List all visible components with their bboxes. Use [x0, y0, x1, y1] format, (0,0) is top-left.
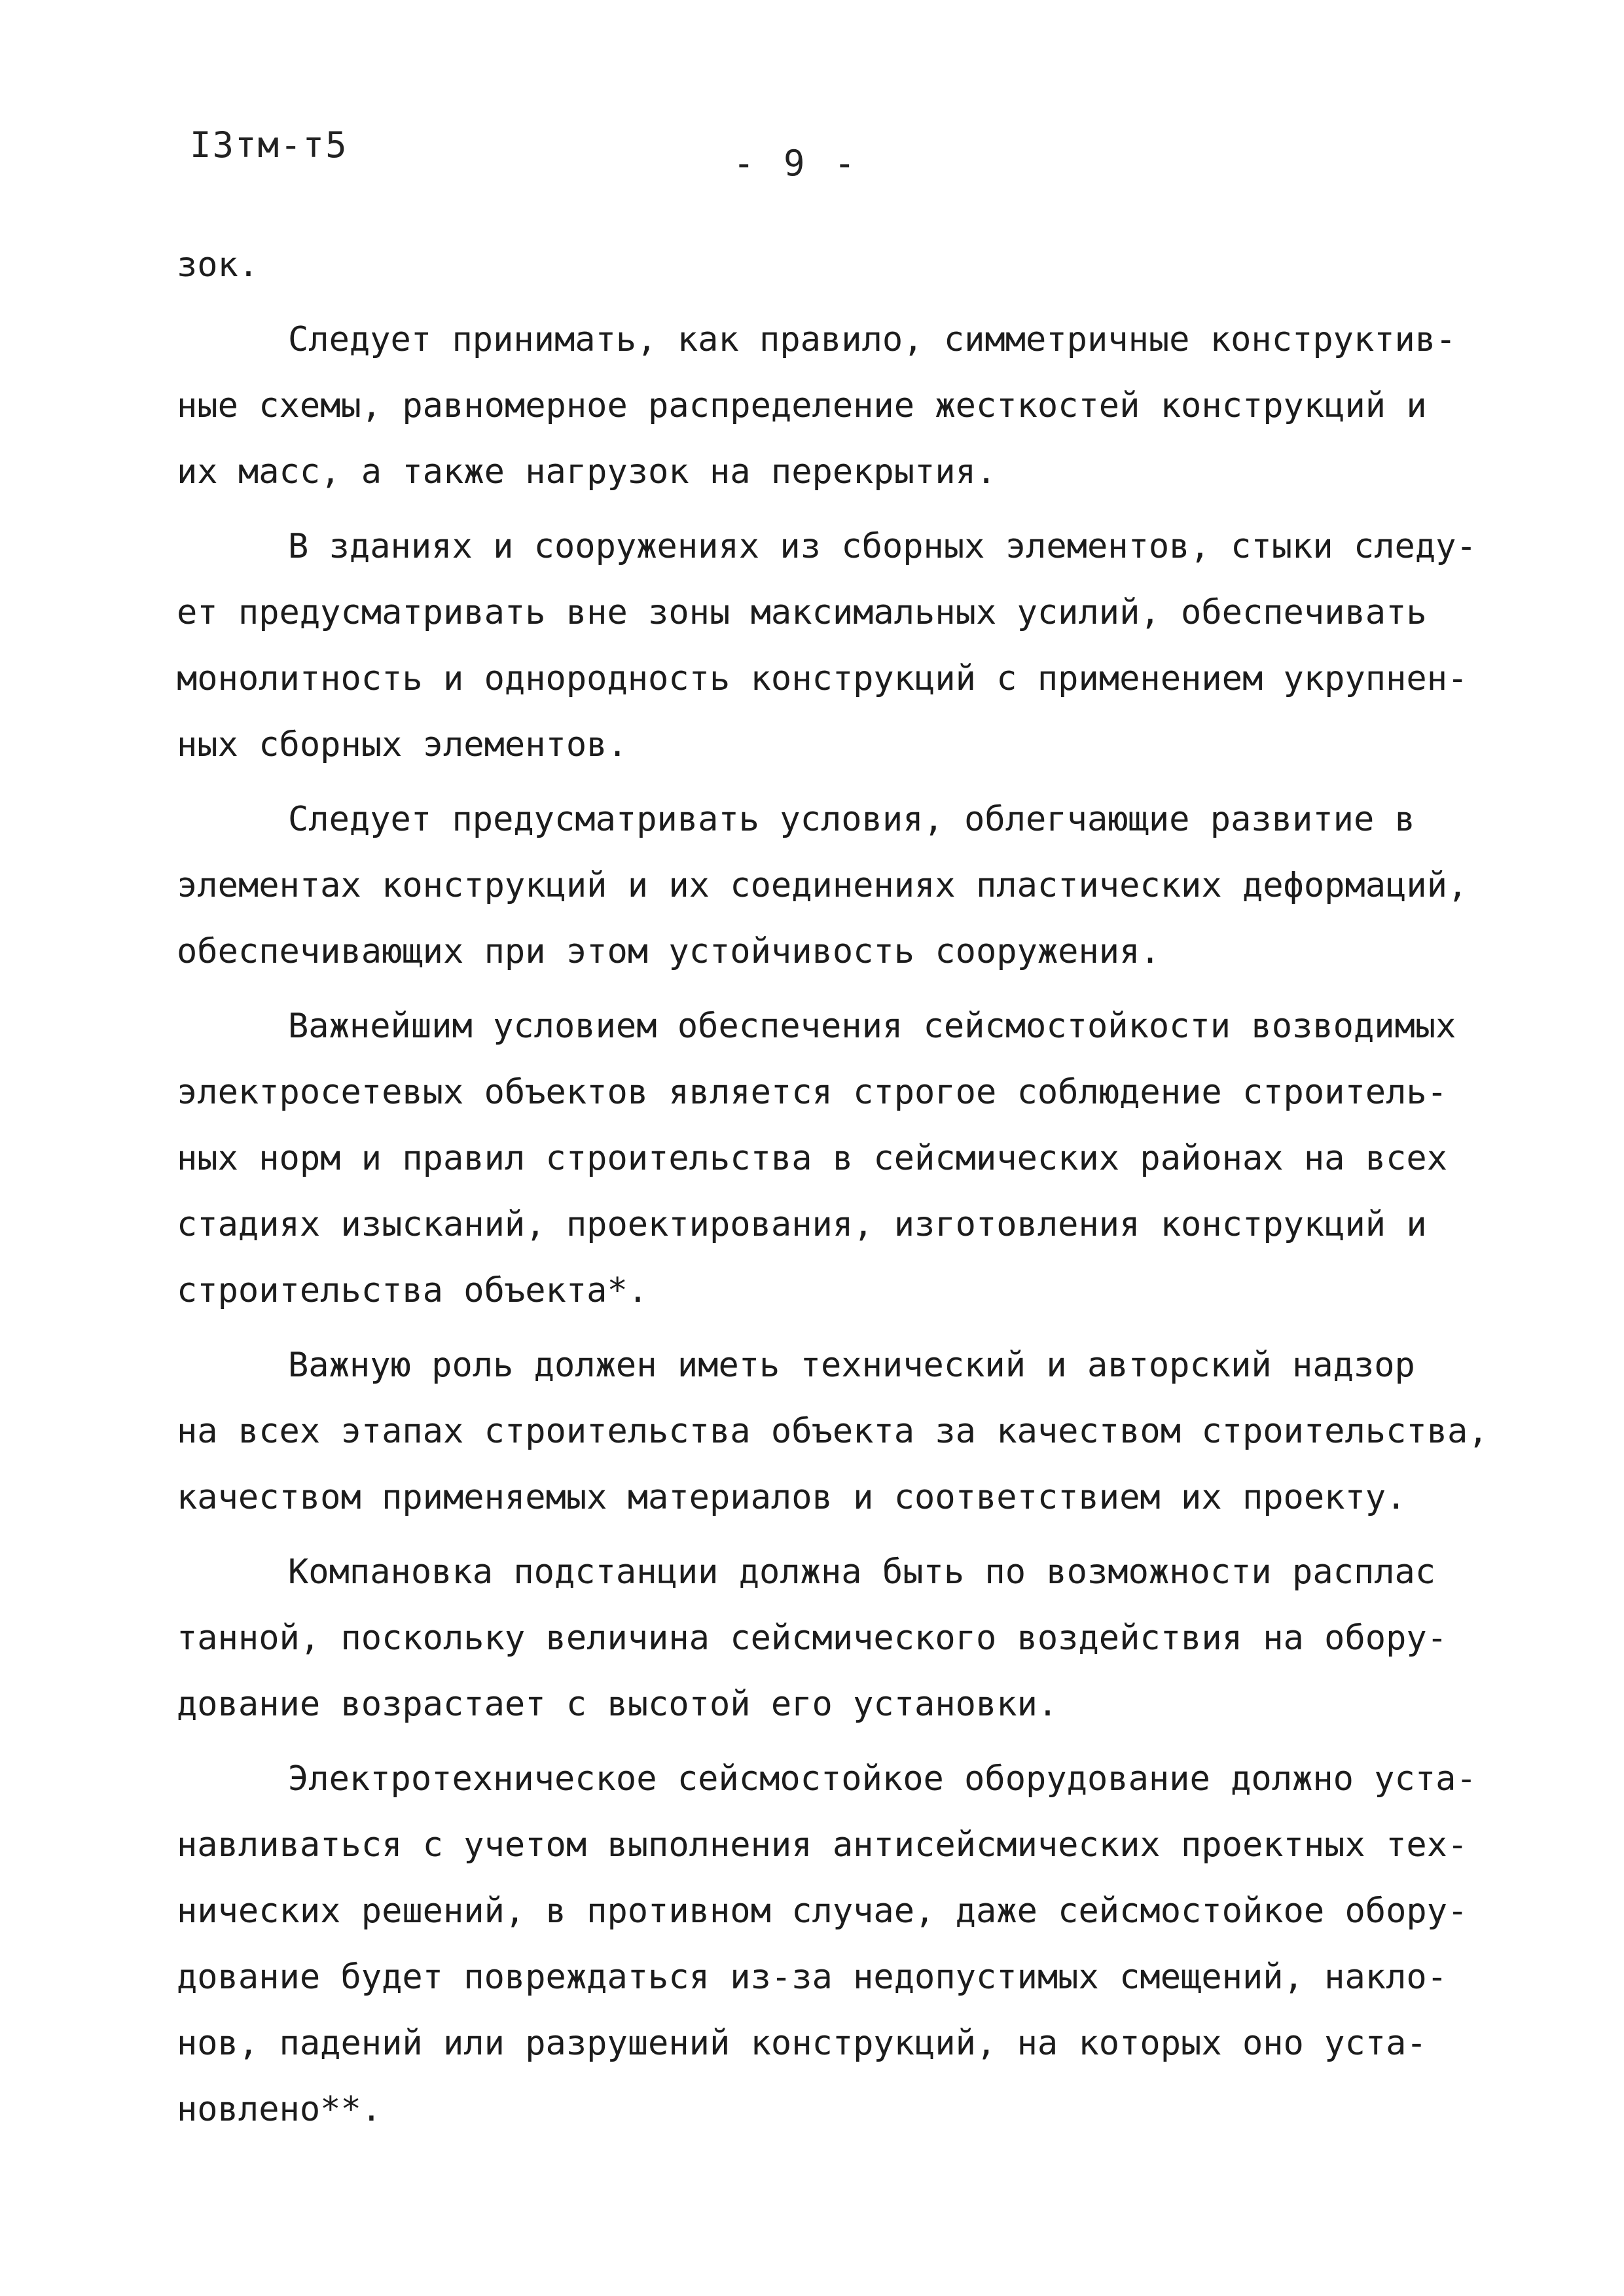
text-line: нов, падений или разрушений конструкций, на которых оно уста-	[177, 2024, 1427, 2063]
text-line: дование будет повреждаться из-за недопустимых смещений, накло-	[177, 1958, 1448, 1997]
text-line: ет предусматривать вне зоны максимальных усилий, обеспечивать	[177, 593, 1427, 632]
text-line: дование возрастает с высотой его установки.	[177, 1685, 1058, 1724]
text-line: обеспечивающих при этом устойчивость сооружения.	[177, 932, 1161, 971]
paragraph-first-line: Важнейшим условием обеспечения сейсмостойкости возводимых	[288, 1007, 1456, 1046]
text-line: стадиях изысканий, проектирования, изготовления конструкций и	[177, 1205, 1427, 1244]
paragraph-first-line: Важную роль должен иметь технический и авторский надзор	[288, 1346, 1415, 1385]
text-line: новлено**.	[177, 2090, 382, 2129]
text-line: монолитность и однородность конструкций с применением укрупнен-	[177, 659, 1468, 698]
text-line: ные схемы, равномерное распределение жесткостей конструкций и	[177, 386, 1427, 425]
text-line: зок.	[177, 245, 259, 285]
text-line: нических решений, в противном случае, даже сейсмостойкое обору-	[177, 1892, 1468, 1931]
text-line: танной, поскольку величина сейсмического воздействия на обору-	[177, 1619, 1448, 1658]
text-line: элементах конструкций и их соединениях пластических деформаций,	[177, 866, 1468, 905]
text-line: их масс, а также нагрузок на перекрытия.	[177, 452, 997, 492]
text-line: ных сборных элементов.	[177, 725, 628, 764]
document-code: I3тм-т5	[190, 124, 348, 166]
paragraph-first-line: В зданиях и сооружениях из сборных элементов, стыки следу-	[288, 527, 1477, 566]
paragraph-first-line: Следует предусматривать условия, облегчающие развитие в	[288, 800, 1415, 839]
text-line: навливаться с учетом выполнения антисейсмических проектных тех-	[177, 1825, 1468, 1865]
text-line: качеством применяемых материалов и соответствием их проекту.	[177, 1478, 1407, 1517]
text-line: на всех этапах строительства объекта за качеством строительства,	[177, 1412, 1489, 1451]
body-text	[177, 232, 1489, 2143]
text-line: строительства объекта*.	[177, 1271, 649, 1310]
text-line: ных норм и правил строительства в сейсмических районах на всех	[177, 1139, 1448, 1178]
paragraph-first-line: Компановка подстанции должна быть по возможности расплас	[288, 1552, 1436, 1592]
page-number: - 9 -	[733, 143, 859, 184]
paragraph-first-line: Следует принимать, как правило, симметричные конструктив-	[288, 320, 1456, 359]
text-line: электросетевых объектов является строгое соблюдение строитель-	[177, 1073, 1448, 1112]
paragraph-first-line: Электротехническое сейсмостойкое оборудование должно уста-	[288, 1759, 1477, 1799]
